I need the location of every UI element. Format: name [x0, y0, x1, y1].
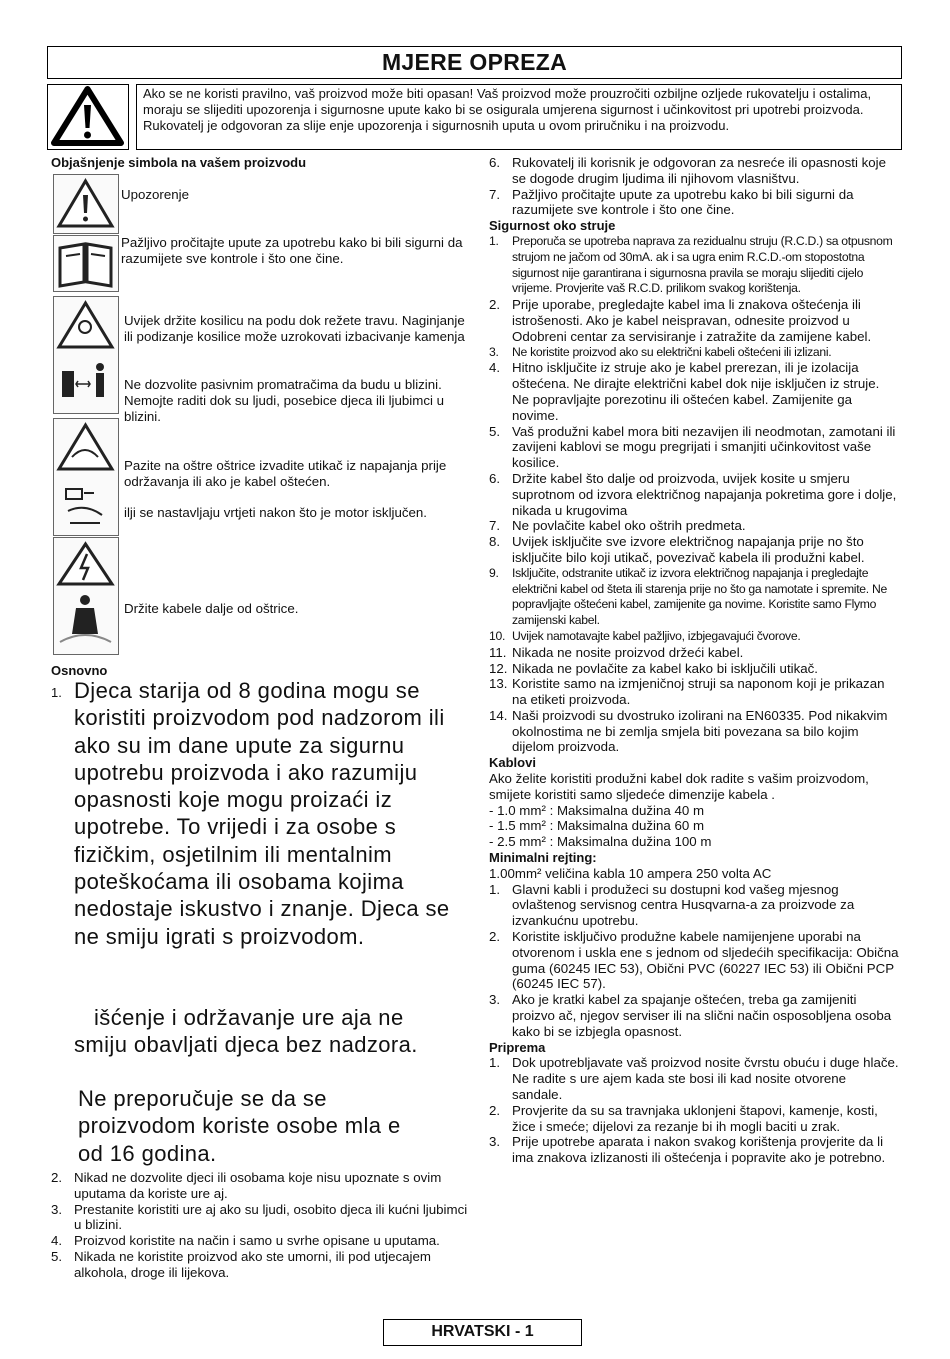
basic-item1-text: Djeca starija od 8 godina mogu se koristiti proizvodom pod nadzorom ili ako su im dane upute za sigurnu upotrebu proizvoda i ako razumiju opasnosti koje mogu proizaći iz upotrebe. To vrijedi i za osobe s fizičkim, osjetilnim ili mentalnim poteškoćama ili osobama kojima nedostaje iskustvo i znanje. Djeca se ne smiju igrati s proizvodom.: [74, 678, 450, 949]
list-item: 3. Prestanite koristiti ure aj ako su ljudi, osobito djeca ili kućni ljubimci u blizini.: [51, 1201, 468, 1233]
tilt-mower-icon: [53, 296, 119, 414]
list-item: 4. Hitno isključite iz struje ako je kabel prerezan, ili je izolacija oštećena. Ne dirajte električni kabel dok nije isključen iz struje. Ne popravljajte porezotinu ili oštećen kabel. Zamijenite ga novime.: [489, 360, 880, 423]
list-item: 5. Vaš produžni kabel mora biti nezavijen ili neodmotan, zamotani ili zavijeni kablovi se mogu pregrijati i smanjiti učinkovitost vaše kosilice.: [489, 423, 896, 471]
list-item: 5. Nikada ne koristite proizvod ako ste umorni, ili pod utjecajem alkohola, droge ili lijekova.: [51, 1248, 431, 1280]
warning-triangle-icon: [53, 174, 119, 234]
symbol-label-manual: Pažljivo pročitajte upute za upotrebu kako bi bili sigurni da razumijete sve kontrole i što one čine.: [121, 235, 463, 266]
list-item: 1. Glavni kabli i produžeci su dostupni kod vašeg mjesnog ovlaštenog servisnog centra Husqvarna-a za proizvode za izvankućnu upotrebu.: [489, 881, 855, 929]
list-item: 7. Pažljivo pročitajte upute za upotrebu kako bi bili sigurni da razumijete sve kontrole i što one čine.: [489, 186, 854, 218]
list-item: 9. Isključite, odstranite utikač iz izvora električnog napajanja i pregledajte električni kabel od šteta ili starenja prije no što ga namotate i spremite. Ne popravljajte oštećeni kabel, zamijenite ga novime. Koristite samo Flymo zamijenski kabel.: [489, 565, 887, 628]
basic-item1-number: 1.: [51, 685, 62, 700]
basic-item1-age: Ne preporučuje se da se proizvodom koriste osobe mla e od 16 godina.: [78, 1086, 401, 1166]
list-item: 7. Ne povlačite kabel oko oštrih predmeta.: [489, 518, 746, 534]
list-item: 6. Držite kabel što dalje od proizvoda, uvijek kosite u smjeru suprotnom od izvora električnog napajanja pokretima gore i dolje, nikada u krugovima: [489, 470, 897, 518]
electric-heading: Sigurnost oko struje: [489, 218, 616, 234]
warning-triangle-icon: [47, 84, 129, 150]
list-item: 2. Nikad ne dozvolite djeci ili osobama koje nisu upoznate s ovim uputama da koriste ure aj.: [51, 1170, 442, 1201]
symbol-label-warning: Upozorenje: [121, 187, 190, 202]
list-item: 11. Nikada ne nosite proizvod držeći kabel.: [489, 644, 744, 660]
prep-list: [489, 1055, 899, 1166]
cable-size-2: - 1.5 mm² : Maksimalna dužina 60 m: [489, 818, 705, 834]
rating-heading: Minimalni rejting:: [489, 850, 597, 866]
basic-list: [51, 1170, 471, 1281]
rating-list: [489, 882, 899, 1040]
cable-size-3: - 2.5 mm² : Maksimalna dužina 100 m: [489, 834, 712, 850]
cable-size-1: - 1.0 mm² : Maksimalna dužina 40 m: [489, 802, 705, 818]
list-item: 3. Ne koristite proizvod ako su električni kabeli oštećeni ili izlizani.: [489, 344, 832, 359]
intro-warning-text: Ako se ne koristi pravilno, vaš proizvod može biti opasan! Vaš proizvod može prouzročiti ozbiljne ozljede rukovatelju i ostalima, moraju se slijediti upozorenja i sigurnosne upute kako bi se osigurala umjerena sigurnost i učinkovitost pri upotrebi proizvoda. Rukovatelj je odgovoran za slije enje upozorenja i sigurnosnih uputa u ovom priručniku i na proizvodu.: [136, 84, 902, 150]
rating-text: 1.00mm² veličina kabla 10 ampera 250 volta AC: [489, 865, 772, 881]
electric-list: [489, 234, 899, 755]
symbol-label-tilt: Uvijek držite kosilicu na podu dok režete travu. Naginjanje ili podizanje kosilice može uzrokovati izbacivanje kamenja: [124, 313, 465, 344]
page-footer: HRVATSKI - 1: [383, 1319, 582, 1346]
symbols-heading: Objašnjenje simbola na vašem proizvodu: [51, 155, 307, 170]
blade-warning-icon: [53, 418, 119, 536]
list-item: 1. Preporuča se upotreba naprava za rezidualnu struju (R.C.D.) sa otpusnom strujom ne jačom od 30mA. ak i sa ugra enim R.C.D.-om stopostotna sigurnost nije garantirana i sigurnosna pravila se moraju slijediti cijelo vrijeme. Provjerite vaš R.C.D. prilikom svakog korištenja.: [489, 233, 893, 296]
list-item: 14. Naši proizvodi su dvostruko izolirani na EN60335. Pod nikakvim okolnostima ne bi zemlja smjela biti povezana sa bilo kojim dijelom proizvoda.: [489, 707, 888, 755]
symbol-label-cables: Držite kabele dalje od oštrice.: [124, 601, 299, 616]
cable-blade-icon: [53, 537, 119, 655]
prep-heading: Priprema: [489, 1039, 546, 1055]
list-item: 2. Provjerite da su sa travnjaka uklonjeni štapovi, kamenje, kosti, žice i smeće; dijelovi za rezanje bi ih mogli baciti u zrak.: [489, 1102, 878, 1134]
basic-heading: Osnovno: [51, 663, 108, 678]
page-title: MJERE OPREZA: [47, 46, 902, 79]
symbol-label-blades-rotate: ilji se nastavljaju vrtjeti nakon što je motor isključen.: [124, 505, 428, 520]
symbol-label-blades: Pazite na oštre oštrice izvadite utikač iz napajanja prije održavanja ili ako je kabel oštećen.: [124, 458, 447, 489]
list-item: 4. Proizvod koristite na način i samo u svrhe opisane u uputama.: [51, 1233, 440, 1249]
list-item: 13. Koristite samo na izmjeničnoj struji sa naponom koji je prikazan na etiketi proizvoda.: [489, 676, 885, 708]
symbol-label-bystanders: Ne dozvolite pasivnim promatračima da budu u blizini. Nemojte raditi dok su ljudi, posebice djeca ili ljubimci u blizini.: [124, 377, 445, 424]
list-item: 2. Prije uporabe, pregledajte kabel ima li znakova oštećenja ili istrošenosti. Ako je kabel neispravan, odnesite proizvod u Odobreni centar za servisiranje i zatražite da zamijene kabel.: [489, 297, 872, 344]
cables-text: Ako želite koristiti produžni kabel dok radite s vašim proizvodom, smijete koristiti samo sljedeće dimenzije kabela .: [489, 771, 869, 802]
list-item: 6. Rukovatelj ili korisnik je odgovoran za nesreće ili opasnosti koje se dogode drugim ljudima ili njihovom vlasništvu.: [489, 155, 886, 186]
basic-item1-cleaning: išćenje i održavanje ure aja ne smiju obavljati djeca bez nadzora.: [74, 1005, 418, 1058]
list-item: 8. Uvijek isključite sve izvore električnog napajanja prije no što isključite bilo koji utikač, povezivač kabela ili produžni kabel.: [489, 534, 865, 565]
right-top-list: [489, 155, 899, 218]
list-item: 12. Nikada ne povlačite za kabel kako bi isključili utikač.: [489, 660, 818, 676]
list-item: 3. Ako je kratki kabel za spajanje oštećen, treba ga zamijeniti proizvo ač, njegov serviser ili na slični način osposobljena osoba kako bi se izbjegla opasnost.: [489, 992, 892, 1039]
cables-heading: Kablovi: [489, 755, 536, 771]
list-item: 2. Koristite isključivo produžne kabele namijenjene uporabi na otvorenom i uskla ene s jednom od sljedećih specifikacija: Obična guma (60245 IEC 53), Obični PVC (60227 IEC 53) ili Obični PCP (60245 IEC 57).: [489, 929, 899, 992]
manual-book-icon: [53, 235, 119, 292]
list-item: 1. Dok upotrebljavate vaš proizvod nosite čvrstu obuću i duge hlače. Ne radite s ure ajem kada ste bosi ili kad nosite otvorene sandale.: [489, 1055, 899, 1103]
list-item: 3. Prije upotrebe aparata i nakon svakog korištenja provjerite da li ima znakova izlizanosti ili oštećenja i popravite ako je potrebno.: [489, 1134, 886, 1166]
list-item: 10. Uvijek namotavajte kabel pažljivo, izbjegavajući čvorove.: [489, 628, 801, 643]
